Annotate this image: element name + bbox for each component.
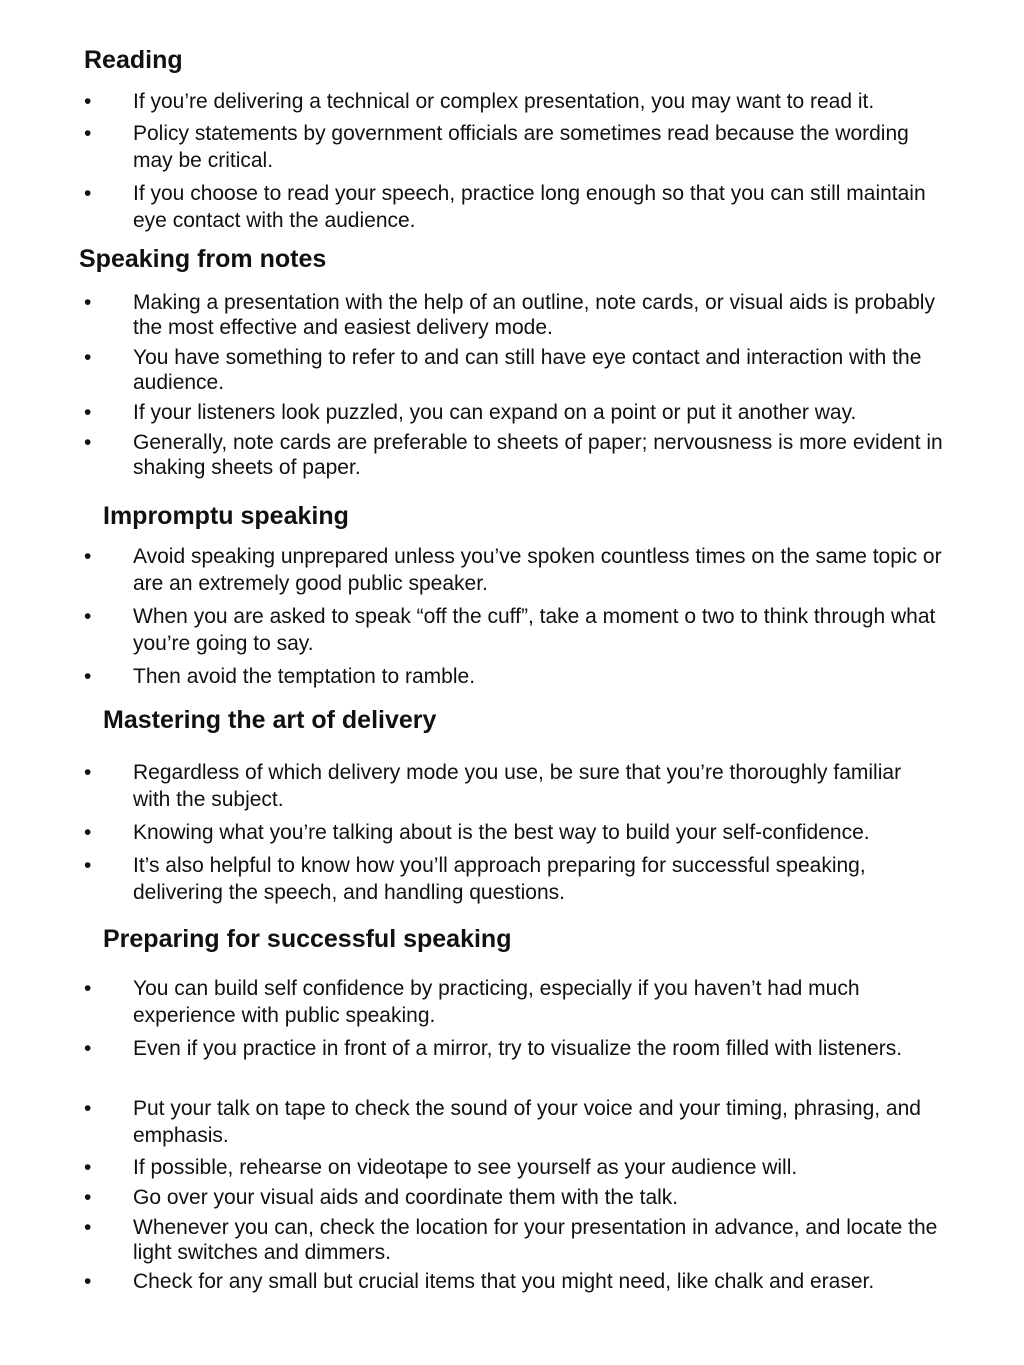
list-item bbox=[84, 290, 944, 340]
list-item-text: You have something to refer to and can still have eye contact and interaction with the audience. bbox=[133, 346, 922, 394]
bullet-icon: • bbox=[84, 665, 92, 688]
list-item bbox=[84, 180, 944, 234]
bullet-icon: • bbox=[84, 854, 92, 877]
bullet-icon: • bbox=[84, 1216, 92, 1239]
list-item-text: You can build self confidence by practicing, especially if you haven’t had much experience with public speaking. bbox=[133, 977, 860, 1027]
bullet-icon: • bbox=[84, 821, 92, 844]
list-item bbox=[84, 430, 944, 480]
list-item-text: If you’re delivering a technical or complex presentation, you may want to read it. bbox=[133, 90, 875, 113]
section-heading-preparing-speaking: Preparing for successful speaking bbox=[103, 925, 512, 953]
list-item-text: If possible, rehearse on videotape to see yourself as your audience will. bbox=[133, 1156, 798, 1179]
list-item bbox=[84, 603, 944, 657]
list-item-text: If you choose to read your speech, practice long enough so that you can still maintain eye contact with the audience. bbox=[133, 182, 926, 232]
list-item bbox=[84, 975, 944, 1029]
list-item-text: Check for any small but crucial items that you might need, like chalk and eraser. bbox=[133, 1270, 875, 1293]
bullet-icon: • bbox=[84, 977, 92, 1000]
list-item-text: When you are asked to speak “off the cuff”, take a moment o two to think through what you’re going to say. bbox=[133, 605, 936, 655]
list-item bbox=[84, 120, 944, 174]
list-item-text: Then avoid the temptation to ramble. bbox=[133, 665, 476, 688]
list-item bbox=[84, 1269, 944, 1294]
bullet-icon: • bbox=[84, 90, 92, 113]
list-item bbox=[84, 1185, 944, 1210]
list-item-text: If your listeners look puzzled, you can expand on a point or put it another way. bbox=[133, 401, 857, 424]
section-heading-impromptu-speaking: Impromptu speaking bbox=[103, 502, 349, 530]
list-item-text: Even if you practice in front of a mirror, try to visualize the room filled with listeners. bbox=[133, 1037, 903, 1060]
list-item bbox=[84, 663, 944, 690]
list-item-text: Generally, note cards are preferable to sheets of paper; nervousness is more evident in shaking sheets of paper. bbox=[133, 431, 943, 479]
bullet-icon: • bbox=[84, 1037, 92, 1060]
section-heading-speaking-from-notes: Speaking from notes bbox=[79, 245, 327, 273]
bullet-icon: • bbox=[84, 182, 92, 205]
bullet-icon: • bbox=[84, 1097, 92, 1120]
list-item bbox=[84, 1035, 944, 1062]
bullet-icon: • bbox=[84, 605, 92, 628]
bullet-icon: • bbox=[84, 401, 92, 424]
bullet-icon: • bbox=[84, 122, 92, 145]
list-item-text: Regardless of which delivery mode you use, be sure that you’re thoroughly familiar with the subject. bbox=[133, 761, 902, 811]
bullet-icon: • bbox=[84, 1186, 92, 1209]
bullet-icon: • bbox=[84, 545, 92, 568]
section-heading-mastering-delivery: Mastering the art of delivery bbox=[103, 706, 437, 734]
list-item-text: Knowing what you’re talking about is the best way to build your self-confidence. bbox=[133, 821, 870, 844]
list-item bbox=[84, 400, 944, 425]
list-item-text: Put your talk on tape to check the sound of your voice and your timing, phrasing, and emphasis. bbox=[133, 1097, 921, 1147]
list-item bbox=[84, 759, 944, 813]
bullet-icon: • bbox=[84, 1156, 92, 1179]
section-heading-reading: Reading bbox=[84, 46, 183, 74]
list-item-text: Whenever you can, check the location for your presentation in advance, and locate the light switches and dimmers. bbox=[133, 1216, 938, 1264]
list-item bbox=[84, 345, 944, 395]
list-item bbox=[84, 1155, 944, 1180]
list-item bbox=[84, 852, 944, 906]
bullet-icon: • bbox=[84, 1270, 92, 1293]
bullet-icon: • bbox=[84, 431, 92, 454]
bullet-icon: • bbox=[84, 291, 92, 314]
list-item-text: It’s also helpful to know how you’ll approach preparing for successful speaking, delivering the speech, and handling questions. bbox=[133, 854, 866, 904]
list-item-text: Go over your visual aids and coordinate them with the talk. bbox=[133, 1186, 679, 1209]
list-item bbox=[84, 819, 944, 846]
list-item bbox=[84, 1095, 944, 1149]
list-item bbox=[84, 1215, 944, 1265]
list-item bbox=[84, 543, 944, 597]
list-item-text: Making a presentation with the help of an outline, note cards, or visual aids is probably the most effective and easiest delivery mode. bbox=[133, 291, 935, 339]
list-item-text: Avoid speaking unprepared unless you’ve spoken countless times on the same topic or are an extremely good public speaker. bbox=[133, 545, 942, 595]
list-item-text: Policy statements by government officials are sometimes read because the wording may be critical. bbox=[133, 122, 909, 172]
bullet-icon: • bbox=[84, 346, 92, 369]
bullet-icon: • bbox=[84, 761, 92, 784]
list-item bbox=[84, 88, 944, 115]
